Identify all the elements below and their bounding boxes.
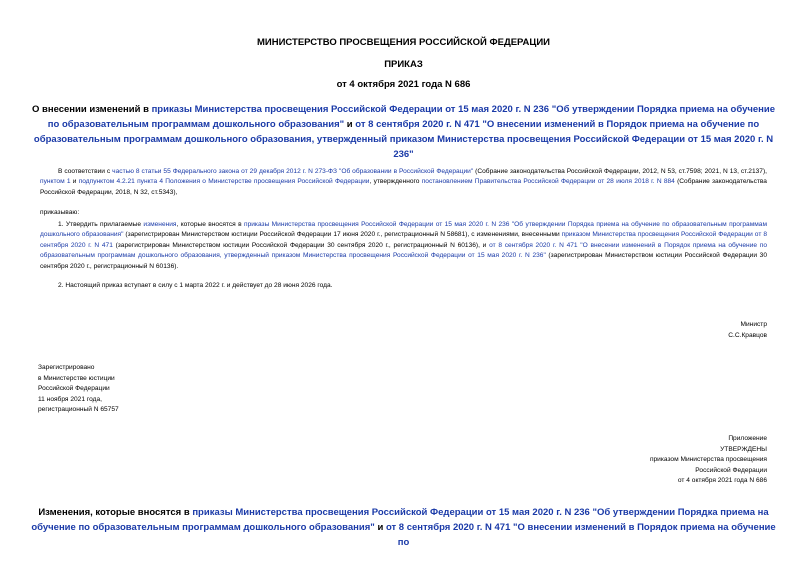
preamble-text-4: , утвержденного: [369, 178, 422, 186]
signature-block: [728, 320, 767, 341]
appendix-line: УТВЕРЖДЕНЫ: [720, 445, 767, 453]
appendix-line: Приложение: [728, 435, 767, 442]
preamble-text-3: и: [70, 178, 79, 186]
preamble-link-decree-884[interactable]: постановлением Правительства Российской Федерации от 28 июля 2018 г. N 884: [421, 178, 675, 186]
title-text-1: О внесении изменений в: [31, 104, 152, 115]
item1-text-3: (зарегистрирован Министерством юстиции Российской Федерации 17 июня 2020 г., регистрационный N 58681), с изменениями, внесенными: [123, 231, 562, 239]
preamble-link-subpoint[interactable]: подпунктом 4.2.21 пункта 4 Положения о Министерстве просвещения Российской Федерации: [78, 178, 370, 186]
item1-text-5: (зарегистрирован Министерством юстиции Российской Федерации 30 сентября 2020 г., регистрационный N 60136).: [40, 252, 768, 270]
changes-title-text-1: Изменения, которые вносятся в: [38, 507, 193, 518]
signature-name: С.С.Кравцов: [728, 331, 767, 339]
registration-line: Российской Федерации: [38, 385, 110, 392]
appendix-line: от 4 октября 2021 года N 686: [677, 477, 767, 484]
item1-text-2: , которые вносятся в: [176, 221, 244, 228]
document-title: [30, 102, 777, 162]
changes-title-link-471[interactable]: от 8 сентября 2020 г. N 471 "О внесении изменений в Порядок приема на обучение по: [385, 522, 776, 548]
registration-line: регистрационный N 65757: [38, 406, 119, 413]
registration-line: в Министерстве юстиции: [38, 374, 115, 382]
item1-link-order-471-a[interactable]: приказом Министерства просвещения Российской Федерации от 8 сентября 2020 г. N 471: [40, 231, 767, 249]
preamble-text-5: (Собрание законодательства Российской Федерации, 2018, N 32, ст.5343),: [40, 178, 767, 196]
orders-label: приказываю:: [40, 209, 80, 216]
registration-line: Зарегистрировано: [38, 364, 95, 371]
preamble-paragraph: [40, 167, 767, 198]
appendix-line: приказом Министерства просвещения: [649, 456, 767, 463]
title-text-2: и: [344, 119, 356, 130]
title-link-order-236[interactable]: приказы Министерства просвещения Российской Федерации от 15 мая 2020 г. N 236 "Об утверждении Порядка приема на обучение по образовательным программам дошкольного образования": [47, 104, 776, 130]
preamble-link-law-273[interactable]: частью 8 статьи 55 Федерального закона от 29 декабря 2012 г. N 273-ФЗ "Об образовании в Российской Федерации": [112, 168, 474, 175]
item-2-paragraph: 2. Настоящий приказ вступает в силу с 1 марта 2022 г. и действует до 28 июня 2026 года.: [58, 282, 333, 289]
doc-type: ПРИКАЗ: [384, 59, 423, 70]
item-1-paragraph: [40, 220, 767, 272]
item1-link-order-471-b[interactable]: от 8 сентября 2020 г. N 471 "О внесении изменений в Порядок приема на обучение по образовательным программам дошкольного образования, утвержденный приказом Министерства просвещения Российской Федерации от 15 мая 2020 г. N 236": [40, 241, 767, 260]
changes-title: [30, 505, 777, 550]
changes-title-link-236[interactable]: приказы Министерства просвещения Российской Федерации от 15 мая 2020 г. N 236 "Об утверждении Порядка приема на обучение по образовательным программам дошкольного образования": [31, 507, 769, 533]
preamble-link-point-1[interactable]: пунктом 1: [40, 178, 71, 186]
appendix-line: Российской Федерации: [695, 466, 767, 474]
registration-line: 11 ноября 2021 года,: [38, 395, 102, 403]
item1-text-4: (зарегистрирован Министерством юстиции Российской Федерации 30 сентября 2020 г., регистрационный N 60136), и: [112, 241, 490, 249]
ministry-name: МИНИСТЕРСТВО ПРОСВЕЩЕНИЯ РОССИЙСКОЙ ФЕДЕРАЦИИ: [256, 37, 551, 48]
item1-link-order-236[interactable]: приказы Министерства просвещения Российской Федерации от 15 мая 2020 г. N 236 "Об утверждении Порядка приема на обучение по образовательным программам дошкольного образования": [40, 221, 767, 239]
preamble-text-1: В соответствии с: [58, 168, 113, 175]
signature-position: Министр: [740, 321, 767, 328]
item1-link-changes[interactable]: изменения: [143, 221, 177, 228]
preamble-text-2: (Собрание законодательства Российской Федерации, 2012, N 53, ст.7598; 2021, N 13, ст.2137),: [473, 168, 767, 175]
registration-block: [38, 363, 119, 416]
appendix-block: [650, 434, 767, 487]
doc-date-number: от 4 октября 2021 года N 686: [336, 79, 471, 90]
title-link-order-471[interactable]: от 8 сентября 2020 г. N 471 "О внесении изменений в Порядок приема на обучение по образовательным программам дошкольного образования, утвержденный приказом Министерства просвещения Российской Федерации от 15 мая 2020 г. N 236": [33, 119, 774, 160]
changes-title-text-2: и: [374, 522, 386, 533]
item1-text-1: 1. Утвердить прилагаемые: [58, 221, 144, 228]
